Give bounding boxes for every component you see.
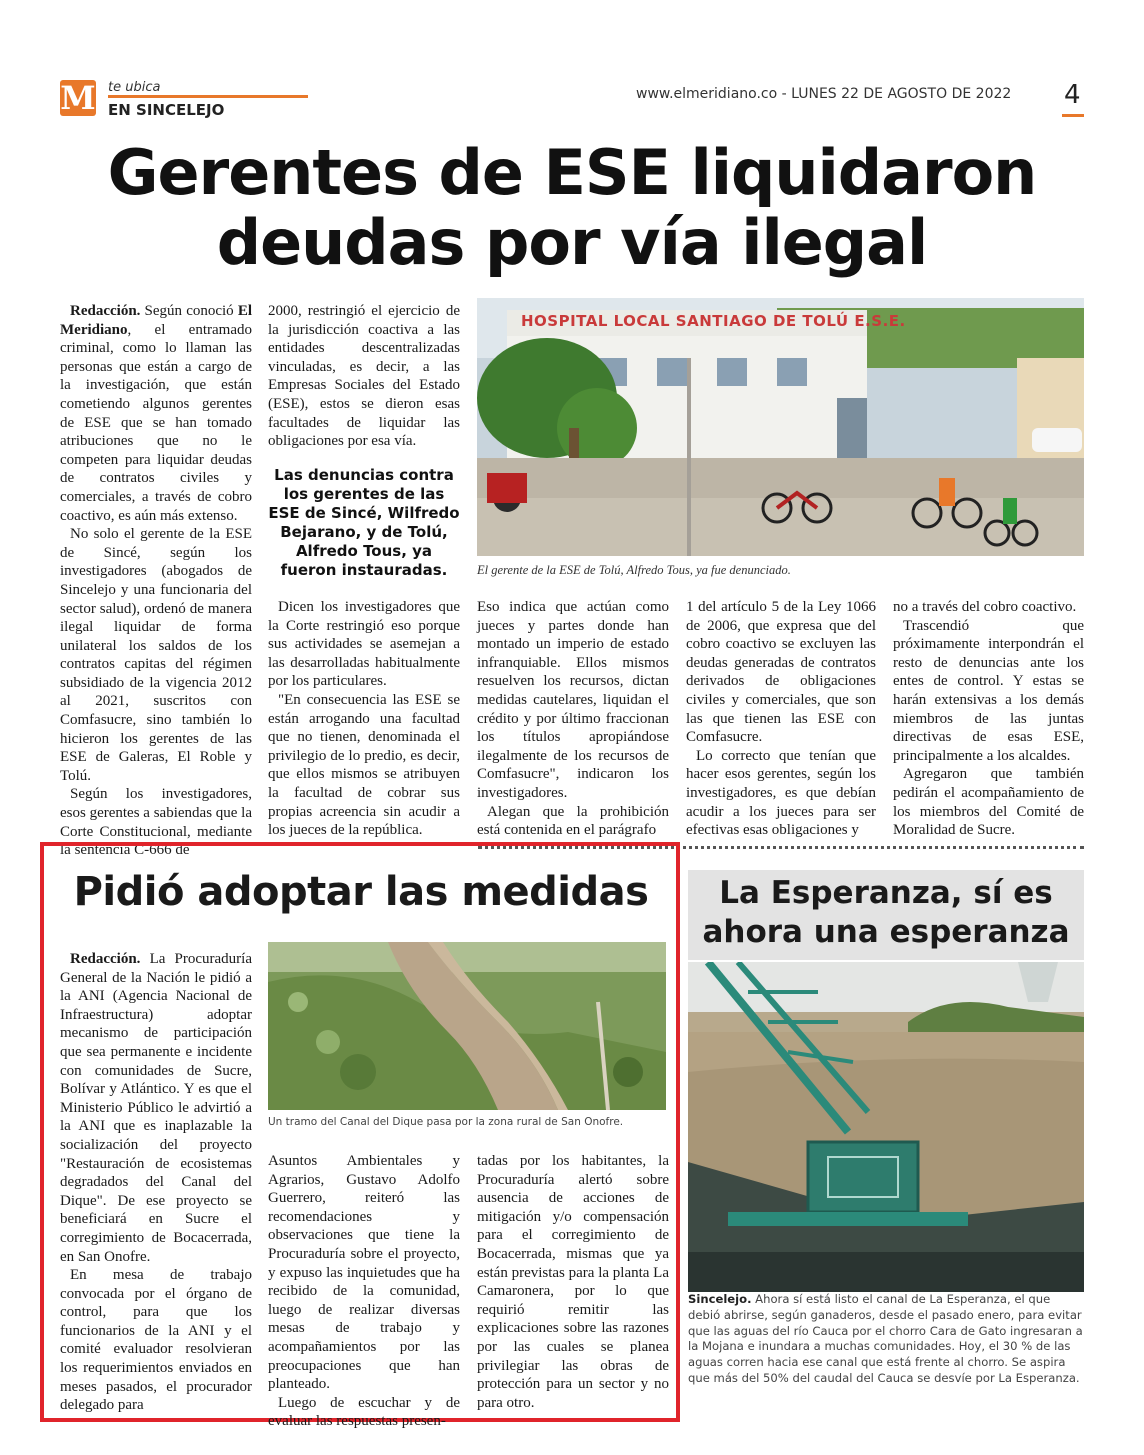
story3-headline-line1: La Esperanza, sí es [719,875,1053,911]
story2-column-1 [60,950,252,1415]
story2-paragraph: Luego de escuchar y de evaluar las respuestas presen- [268,1394,460,1430]
hospital-photo [477,298,1084,556]
story3-headline [688,874,1084,952]
page-number: 4 [1064,80,1081,110]
hospital-photo-graphic [477,298,1084,556]
canal-photo-caption: Un tramo del Canal del Dique pasa por la zona rural de San Onofre. [268,1116,624,1128]
story1-paragraph: Lo correcto que tenían que hacer esos gerentes, según los investigadores, es que debían acudir a los jueces para ser efectivas esas obligaciones y [686,747,876,839]
main-headline-line2: deudas por vía ilegal [216,206,928,279]
newspaper-logo: M [60,79,96,117]
dredge-photo-caption [688,1292,1084,1387]
story1-text: Según conoció [140,303,238,319]
story2-paragraph: Asuntos Ambientales y Agrarios, Gustavo Adolfo Guerrero, reiteró las recomendaciones y observaciones que tiene la Procuraduría sobre el proyecto, y expuso las inquietudes que ha recibido de la comunidad, luego de realizar diversas mesas de trabajo y acompañamientos por las preocupaciones que han planteado. [268,1153,460,1393]
story3-caption-lead: Sincelejo. [688,1292,752,1306]
story2-paragraph: En mesa de trabajo convocada por el órgano de control, para que los funcionarios de la ANI y el comité evaluador resolvieran los requerimientos enviados en meses pasados, el procurador delegado para [60,1267,252,1414]
story1-paragraph: Trascendió que próximamente interpondrán el resto de denuncias ante los entes de control. Y estas se harán extensivas a los demás miembros de las juntas directivas de esas ESE, principalmente a los alcaldes. [893,617,1084,764]
dredge-photo [688,962,1084,1292]
story1-column-5 [893,598,1084,840]
story1-paragraph: Eso indica que actúan como jueces y partes donde han montado un imperio de estado infranquiable. Ellos mismos resuelven los recursos, dictan medidas cautelares, liquidan el crédito y por último fraccionan los títulos apropiándose ilegalmente de los recursos de Comfasucre", indicaron los investigadores. [477,599,669,801]
main-headline-line1: Gerentes de ESE liquidaron [107,136,1037,209]
story1-byline: Redacción. [70,303,141,319]
story1-newspaper-name: El Meridiano [60,303,252,338]
section-name: EN SINCELEJO [108,101,225,119]
story1-column-2-top [268,302,460,451]
story1-column-1 [60,302,252,860]
story1-paragraph: no a través del cobro coactivo. [893,599,1077,615]
story1-paragraph: Dicen los investigadores que la Corte restringió eso porque sus actividades se asemejan a las desarrolladas habitualmente por los particulares. [268,599,460,690]
pull-quote: Las denuncias contra los gerentes de las ESE de Sincé, Wilfredo Bejarano, y de Tolú, Alfredo Tous, ya fueron instauradas. [268,466,460,579]
page-number-rule [1062,114,1084,117]
story1-paragraph: 1 del artículo 5 de la Ley 1066 de 2006, que expresa que del cobro coactivo se excluyen las deudas generadas de contratos derivados de obligaciones civiles y comerciales, que son las que tienen las ESE con Comfasucre. [686,599,876,746]
story3-caption-text: Ahora sí está listo el canal de La Esperanza, el que debió abrirse, según ganaderos, desde el pasado enero, para evitar que las aguas del río Cauca por el chorro Cara de Gato ingresaran a la Mojana e inundara a muchas comunidades. Hoy, el 30 % de las aguas corren hacia ese canal que está frente al chorro. Se aspira que más del 50% del caudal del Cauca se desvíe por La Esperanza. [688,1292,1083,1385]
hospital-sign: HOSPITAL LOCAL SANTIAGO DE TOLÚ E.S.E. [521,312,906,330]
main-headline [40,138,1104,278]
canal-photo-graphic [268,942,666,1110]
story1-column-3 [477,598,669,840]
story1-paragraph: No solo el gerente de la ESE de Sincé, según los investigadores (abogados de Sincelejo y una funcionaria del sector salud), ordenó de manera ilegal liquidar de forma unilateral los saldos de los contratos capitas del régimen subsidiado de la vigencia 2012 al 2021, suscritos con Comfasucre, sino también lo hicieron los gerentes de las ESE de Galeras, El Roble y Tolú. [60,526,252,784]
section-rule [108,95,308,98]
dateline: www.elmeridiano.co - LUNES 22 DE AGOSTO DE 2022 [636,86,1012,102]
story1-paragraph: Alegan que la prohibición está contenida en el parágrafo [477,803,669,839]
story1-column-4 [686,598,876,840]
story1-paragraph: 2000, restringió el ejercicio de la jurisdicción coactiva a las entidades descentralizadas vinculadas, es decir, a las Empresas Sociales del Estado (ESE), estos se dieron esas facultades de liquidar las obligaciones por esa vía. [268,303,460,450]
story1-text: , el entramado criminal, como lo llaman las personas que están a cargo de la investigación, que están cometiendo algunos gerentes de ESE que se han tomado atribuciones que no le competen para liquidar deudas de contratos civiles y comerciales, a través de cobro coactivo, es aún más extenso. [60,321,252,524]
story1-paragraph: "En consecuencia las ESE se están arrogando una facultad que no tienen, denominada el privilegio de lo predio, es decir, que ellos mismos se atribuyen la facultad de cobrar sus propias acreencia sin acudir a los jueces de la república. [268,691,460,839]
canal-photo [268,942,666,1110]
story2-column-2 [268,1152,460,1431]
story2-paragraph: tadas por los habitantes, la Procuraduría alertó sobre ausencia de acciones de mitigación y/o compensación para el corregimiento de Bocacerrada, mismas que ya están previstas para la planta La Camaronera, por lo que requirió remitir las explicaciones sobre las razones por las cuales se planea privilegiar las obras de protección para un sector y no para otro. [477,1153,669,1411]
story2-byline: Redacción. [70,951,141,967]
dredge-photo-graphic [688,962,1084,1292]
hospital-photo-caption: El gerente de la ESE de Tolú, Alfredo Tous, ya fue denunciado. [477,563,791,577]
story2-headline: Pidió adoptar las medidas [73,869,649,915]
story2-text: La Procuraduría General de la Nación le pidió a la ANI (Agencia Nacional de Infraestructura) adoptar mecanismo de participación que sea permanente e incidente con comunidades de Sucre, Bolívar y Atlántico. Y es que el Ministerio Público le advirtió a la ANI que es inaplazable la socialización del proyecto "Restauración de ecosistemas degradados del Canal del Dique". De ese proyecto se beneficiará en Sucre el corregimiento de Bocacerrada, en San Onofre. [60,951,252,1265]
story3-headline-line2: ahora una esperanza [702,914,1070,950]
story1-paragraph: Agregaron que también pedirán el acompañamiento de los miembros del Comité de Moralidad de Sucre. [893,766,1084,839]
story2-column-3 [477,1152,669,1412]
story1-column-2-bottom [268,598,460,840]
story1-paragraph: Según los investigadores, esos gerentes a sabiendas que la Corte Constitucional, mediante la sentencia C-666 de [60,786,253,859]
section-tagline: te ubica [108,80,161,95]
